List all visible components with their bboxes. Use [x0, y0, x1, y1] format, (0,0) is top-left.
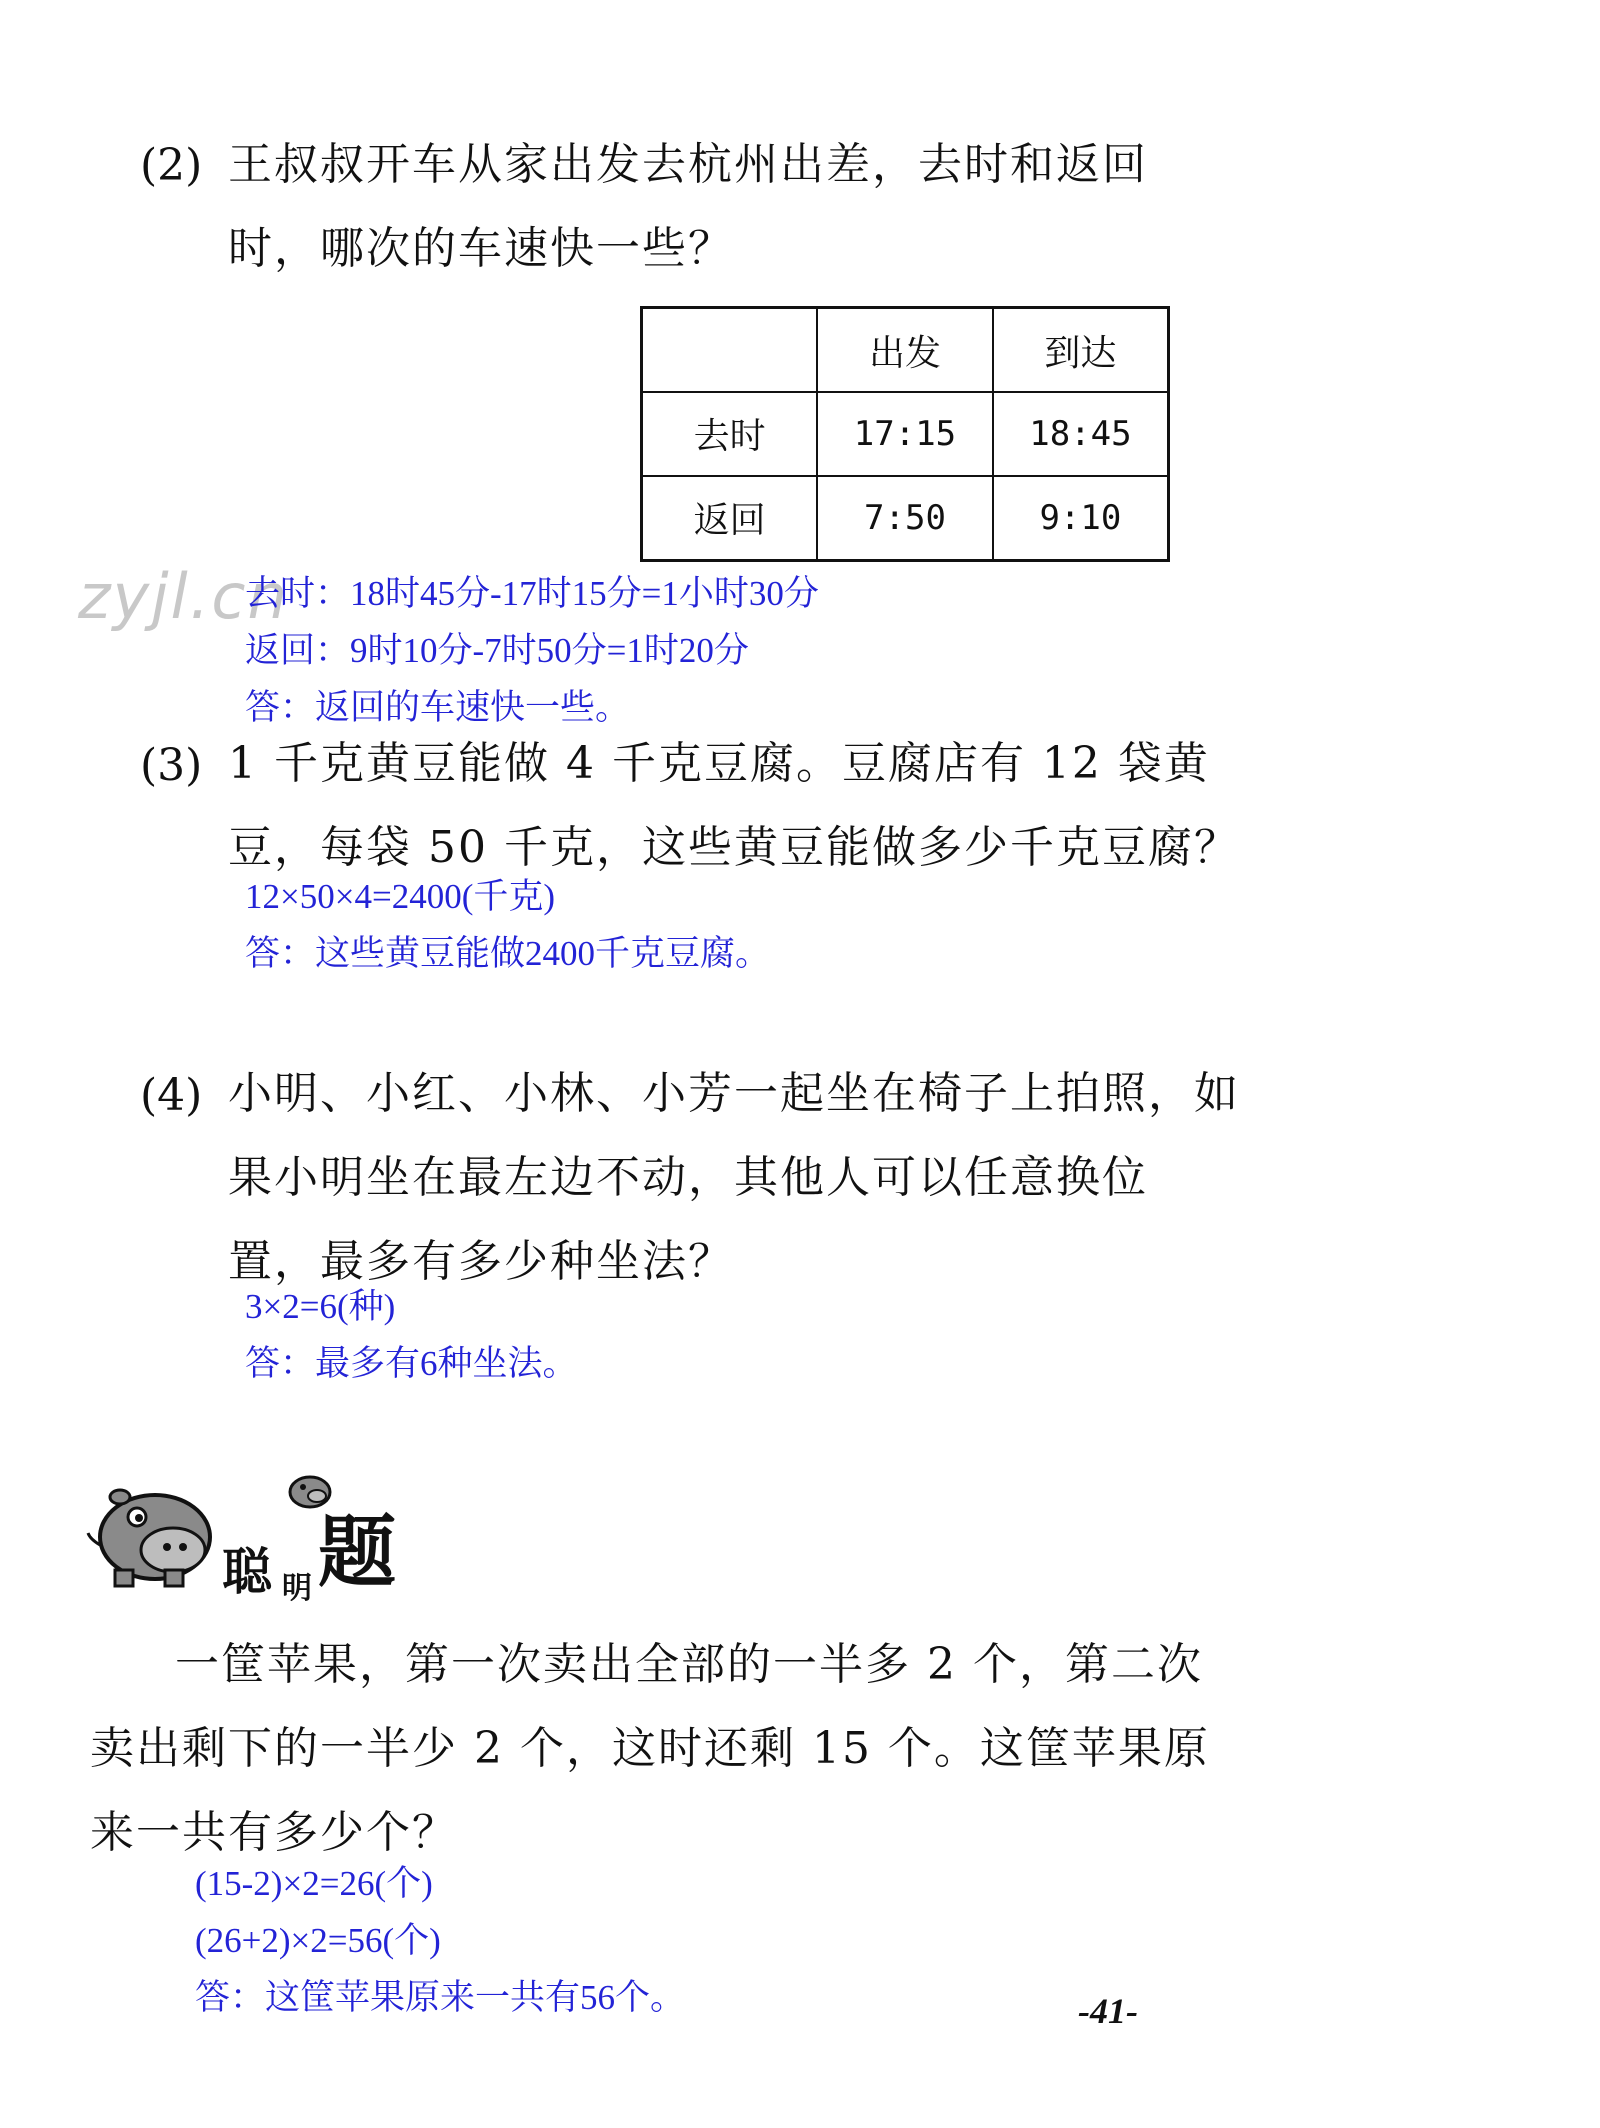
- question-4-line-3: 置，最多有多少种坐法？: [228, 1236, 734, 1287]
- watermark: zyjl.cn: [78, 560, 289, 633]
- question-2-line-1: 王叔叔开车从家出发去杭州出差，去时和返回: [228, 139, 1148, 190]
- answer-3-line-1: 12×50×4=2400(千克): [245, 877, 556, 916]
- question-4-line-1: 小明、小红、小林、小芳一起坐在椅子上拍照，如: [228, 1068, 1240, 1119]
- table-row: [642, 392, 1169, 476]
- question-2-line-2: 时，哪次的车速快一些？: [228, 223, 734, 274]
- table-header-cell: [642, 308, 818, 393]
- answer-2-line-1: 去时：18时45分-17时15分=1小时30分: [245, 574, 819, 613]
- hippo-mascot-icon: [85, 1465, 235, 1590]
- bonus-question-line-2: 卖出剩下的一半少 2 个，这时还剩 15 个。这筐苹果原: [90, 1723, 1210, 1774]
- answer-4-line-2: 答：最多有6种坐法。: [245, 1344, 578, 1383]
- answer-4-line-1: 3×2=6(种): [245, 1287, 396, 1326]
- answer-2-line-2: 返回：9时10分-7时50分=1时20分: [245, 631, 749, 670]
- table-header-cell: 出发: [817, 308, 993, 393]
- answer-2-line-3: 答：返回的车速快一些。: [245, 688, 631, 727]
- section-title-char-3: 题: [318, 1508, 397, 1598]
- table-row-label: 返回: [642, 476, 818, 561]
- table-cell: 18:45: [993, 392, 1169, 476]
- table-cell: 7:50: [817, 476, 993, 561]
- question-3-line-2: 豆，每袋 50 千克，这些黄豆能做多少千克豆腐？: [228, 822, 1240, 873]
- table-header-cell: 到达: [993, 308, 1169, 393]
- question-2-number: (2): [140, 140, 203, 191]
- question-4-line-2: 果小明坐在最左边不动，其他人可以任意换位: [228, 1152, 1148, 1203]
- question-3-number: (3): [140, 740, 203, 791]
- bonus-answer-line-3: 答：这筐苹果原来一共有56个。: [195, 1978, 686, 2017]
- bonus-question-line-1: 一筐苹果，第一次卖出全部的一半多 2 个，第二次: [175, 1639, 1203, 1690]
- table-row: [642, 476, 1169, 561]
- bonus-answer-line-2: (26+2)×2=56(个): [195, 1921, 441, 1960]
- bonus-answer-line-1: (15-2)×2=26(个): [195, 1864, 433, 1903]
- table-cell: 17:15: [817, 392, 993, 476]
- page-number: -41-: [1078, 1991, 1138, 2031]
- section-title-char-1: 聪: [222, 1543, 272, 1601]
- question-3-line-1: 1 千克黄豆能做 4 千克豆腐。豆腐店有 12 袋黄: [228, 738, 1210, 789]
- table-cell: 9:10: [993, 476, 1169, 561]
- bonus-question-line-3: 来一共有多少个？: [90, 1807, 458, 1858]
- section-title-char-2: 明: [282, 1571, 312, 1606]
- answer-3-line-2: 答：这些黄豆能做2400千克豆腐。: [245, 934, 771, 973]
- question-4-number: (4): [140, 1070, 203, 1121]
- table-header-row: [642, 308, 1169, 393]
- table-row-label: 去时: [642, 392, 818, 476]
- time-table: [640, 306, 1170, 562]
